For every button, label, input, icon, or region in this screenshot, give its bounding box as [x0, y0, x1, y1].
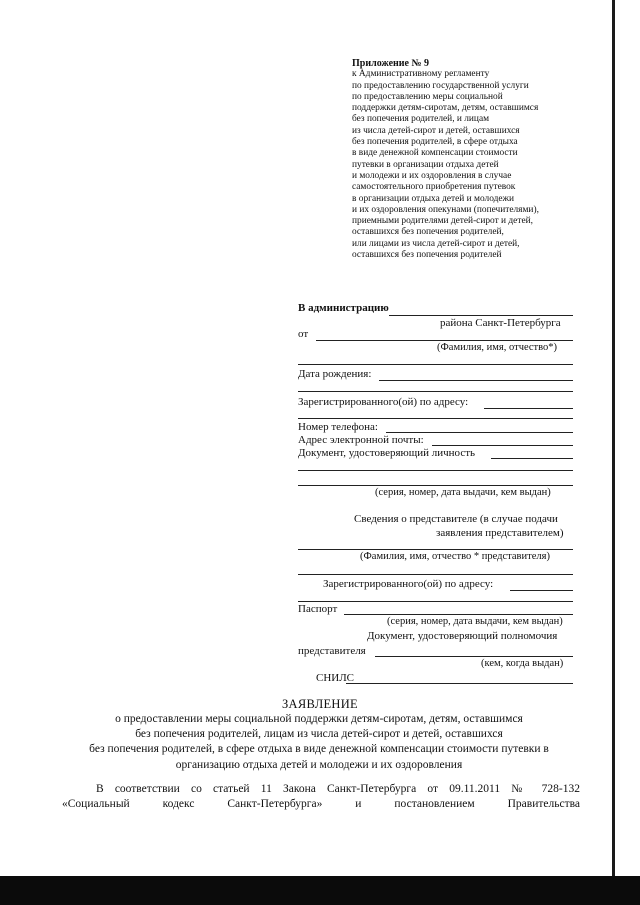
appendix-line: или лицами из числа детей-сирот и детей, — [352, 238, 520, 249]
district-label: района Санкт-Петербурга — [440, 317, 561, 329]
rep-fio-field[interactable] — [298, 549, 573, 550]
rep-registered-address-label: Зарегистрированного(ой) по адресу: — [323, 578, 494, 590]
appendix-line: приемными родителями детей-сирот и детей, — [352, 216, 533, 227]
appendix-line: по предоставлению меры социальной — [352, 91, 503, 102]
appendix-line: поддержки детям-сиротам, детям, оставшимся — [352, 103, 539, 114]
legal-basis-paragraph — [62, 782, 580, 812]
appendix-line: без попечения родителей, в сфере отдыха — [352, 137, 518, 148]
appendix-line: в виде денежной компенсации стоимости — [352, 148, 518, 159]
birth-date-label: Дата рождения: — [298, 368, 372, 380]
birth-date-extra-line[interactable] — [298, 391, 573, 392]
statement-line: без попечения родителей, лицам из числа детей-сирот и детей, оставшихся — [135, 728, 503, 741]
appendix-line: самостоятельного приобретения путевок — [352, 182, 516, 193]
passport-label: Паспорт — [298, 603, 338, 615]
snils-label: СНИЛС — [316, 672, 355, 684]
rep-registered-address-field[interactable] — [510, 590, 573, 591]
id-document-line-2[interactable] — [298, 470, 573, 471]
passport-note: (серия, номер, дата выдачи, кем выдан) — [387, 616, 563, 627]
rep-fio-note: (Фамилия, имя, отчество * представителя) — [360, 551, 550, 562]
scan-bottom-border — [0, 876, 640, 905]
fio-field-extra[interactable] — [298, 364, 573, 365]
registered-address-extra-line[interactable] — [298, 418, 573, 419]
id-document-label: Документ, удостоверяющий личность — [298, 447, 476, 459]
legal-basis-line: В соответствии со статьей 11 Закона Санкт-Петербурга от 09.11.2011 № 728-132 — [96, 783, 580, 795]
appendix-line: из числа детей-сирот и детей, оставшихся — [352, 125, 520, 136]
appendix-title: Приложение № 9 — [352, 58, 430, 69]
phone-label: Номер телефона: — [298, 421, 378, 433]
email-label: Адрес электронной почты: — [298, 434, 424, 446]
appendix-line: оставшихся без попечения родителей — [352, 250, 502, 261]
fio-field[interactable] — [316, 340, 573, 341]
email-field[interactable] — [432, 445, 573, 446]
rep-info-label: Сведения о представителе (в случае подачи — [354, 513, 558, 525]
statement-title: ЗАЯВЛЕНИЕ — [282, 697, 358, 711]
authority-note: (кем, когда выдан) — [481, 658, 564, 669]
statement-line: без попечения родителей, в сфере отдыха в виде денежной компенсации стоимости путевки в — [89, 743, 549, 756]
appendix-line: к Административному регламенту — [352, 69, 490, 80]
legal-basis-line: «Социальный кодекс Санкт-Петербурга» и постановлением Правительства — [62, 798, 580, 810]
appendix-line: и их оздоровления опекунами (попечителями), — [352, 204, 539, 215]
rep-registered-address-extra-line[interactable] — [298, 601, 573, 602]
id-document-line-3[interactable] — [298, 485, 573, 486]
fio-note: (Фамилия, имя, отчество*) — [437, 342, 558, 353]
authority-document-field[interactable] — [375, 656, 573, 657]
appendix-line: и молодежи и их оздоровления в случае — [352, 170, 512, 181]
registered-address-label: Зарегистрированного(ой) по адресу: — [298, 396, 469, 408]
page-edge — [612, 0, 615, 905]
phone-field[interactable] — [386, 432, 573, 433]
registered-address-field[interactable] — [484, 408, 573, 409]
id-document-note: (серия, номер, дата выдачи, кем выдан) — [375, 487, 551, 498]
admin-field[interactable] — [389, 315, 573, 316]
statement-line: о предоставлении меры социальной поддержки детям-сиротам, детям, оставшимся — [115, 713, 523, 725]
rep-fio-extra-line[interactable] — [298, 574, 573, 575]
appendix-line: путевки в организации отдыха детей — [352, 159, 499, 170]
birth-date-field[interactable] — [379, 380, 573, 381]
appendix-line: оставшихся без попечения родителей, — [352, 227, 504, 238]
rep-info-label-2: заявления представителем) — [436, 527, 564, 539]
snils-field[interactable] — [346, 683, 573, 684]
from-label: от — [298, 328, 309, 340]
to-admin-label: В администрацию — [298, 302, 389, 314]
representative-label: представителя — [298, 645, 366, 657]
statement-subject — [58, 712, 580, 773]
authority-document-label: Документ, удостоверяющий полномочия — [367, 630, 558, 642]
statement-line: организацию отдыха детей и молодежи и их оздоровления — [175, 758, 463, 771]
appendix-header — [352, 58, 592, 261]
appendix-line: без попечения родителей, и лицам — [352, 114, 490, 125]
appendix-line: по предоставлению государственной услуги — [352, 80, 529, 91]
appendix-line: в организации отдыха детей и молодежи — [352, 193, 515, 204]
passport-field[interactable] — [344, 614, 573, 615]
id-document-field[interactable] — [491, 458, 573, 459]
